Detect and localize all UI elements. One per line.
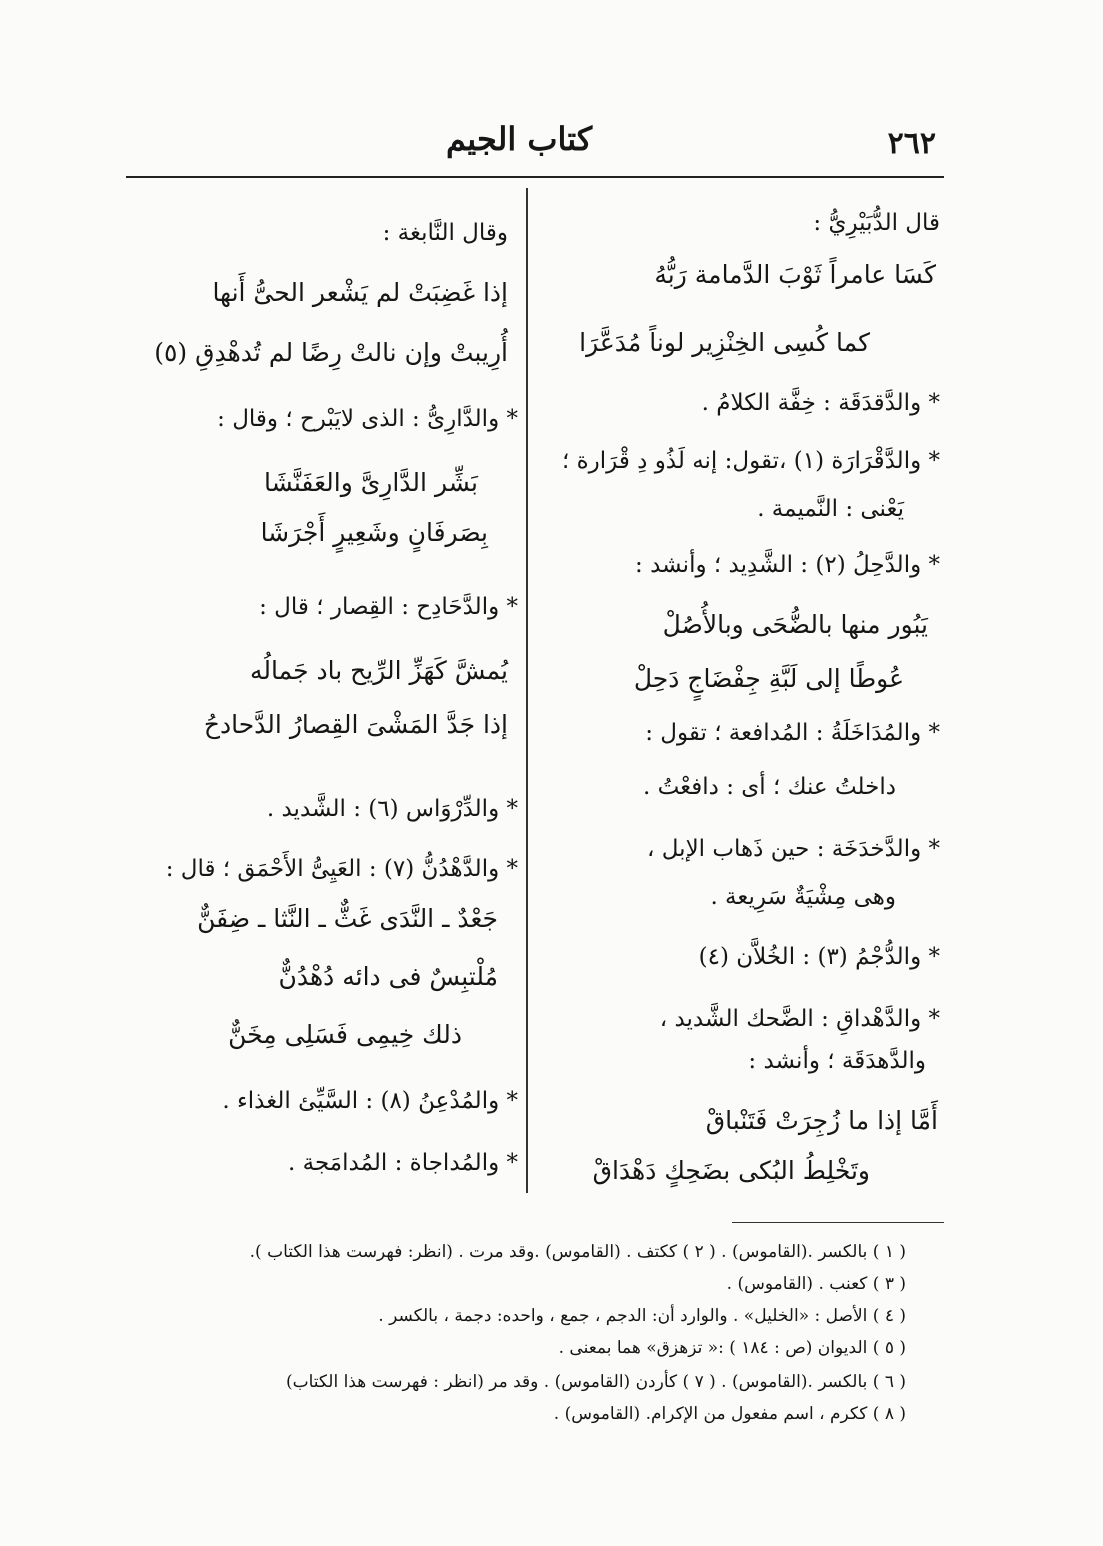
footnote: ( ١ ) بالكسر .(القاموس) . ( ٢ ) ككتف . (القاموس) .وقد مرت . (انظر: فهرست هذا الكتاب ).	[249, 1242, 906, 1262]
verse-line: إذا غَضِبَتْ لم يَشْعر الحىُّ أَنها	[212, 278, 508, 307]
verse-line: إذا جَدَّ المَشْىَ القِصارُ الدَّحادحُ	[203, 710, 508, 739]
entry-line: * والدَّقْرَارَة (١) ،تقول: إنه لَذُو دِ قْرَارة ؛	[561, 448, 940, 474]
text-line: والدَّهدَقَة ؛ وأنشد :	[748, 1048, 926, 1074]
entry-line: * والمُداجاة : المُدامَجة .	[288, 1150, 518, 1176]
verse-line: يُمشَّ كَهَزِّ الرِّيح باد جَمالُه	[250, 656, 508, 685]
footnote: ( ٥ ) الديوان (ص : ١٨٤ ) :« تزهزق» هما بمعنى .	[558, 1338, 906, 1358]
entry-line: * والمُدْعِنُ (٨) : السَّيِّئ الغذاء .	[222, 1088, 518, 1114]
text-line: قال الدُّبَيْرِيُّ :	[813, 210, 940, 236]
entry-line: * والدُّجْمُ (٣) : الخُلاَّن (٤)	[698, 944, 940, 970]
verse-line: أُرِيبتْ وإن نالتْ رِضًا لم تُدهْدِقِ (٥)	[154, 338, 508, 367]
verse-line: يَبُور منها بالضُّحَى وبالأُصُلْ	[662, 610, 928, 639]
page-number: ٢٦٢	[887, 126, 936, 161]
entry-line: * والدَّحَادِح : القِصار ؛ قال :	[259, 594, 518, 620]
book-title: كتاب الجيم	[446, 120, 593, 158]
footnote: ( ٤ ) الأصل : «الخليل» . والوارد أن: الدجم ، جمع ، واحده: دجمة ، بالكسر .	[378, 1306, 906, 1326]
entry-line: * والمُدَاخَلَةُ : المُدافعة ؛ تقول :	[645, 720, 940, 746]
verse-line: كَسَا عامراً ثَوْبَ الدَّمامة رَبُّهُ	[654, 260, 936, 289]
text-line: وهى مِشْيَةٌ سَرِيعة .	[710, 884, 896, 910]
footnote: ( ٣ ) كعنب . (القاموس) .	[726, 1274, 906, 1294]
entry-line: * والدَّقدَقَة : خِفَّة الكلامُ .	[701, 390, 940, 416]
text-line: يَعْنى : النَّميمة .	[757, 496, 904, 522]
footnote-rule	[732, 1222, 944, 1223]
entry-line: * والدَّهْدُنُّ (٧) : العَيِىُّ الأَحْمَق ؛ قال :	[165, 856, 518, 882]
verse-line: أَمَّا إذا ما زُجِرَتْ فَتَنْباقْ	[705, 1106, 938, 1135]
verse-line: جَعْدٌ ـ النَّدَى غَثٌّ ـ النَّثا ـ ضِفَنٌّ	[197, 904, 498, 933]
verse-line: ذلك خِيمِى فَسَلِى مِخَنٌّ	[228, 1020, 462, 1049]
footnote: ( ٨ ) ككرم ، اسم مفعول من الإكرام. (القاموس) .	[553, 1404, 906, 1424]
text-line: داخلتُ عنك ؛ أى : دافعْتُ .	[642, 774, 896, 800]
entry-line: * والدَّارِىُّ : الذى لايَبْرح ؛ وقال :	[217, 406, 518, 432]
verse-line: بَشِّر الدَّارِىَّ والعَفَنَّشَا	[263, 468, 478, 497]
verse-line: وتَخْلِطُ البُكى بضَحِكٍ دَهْدَاقْ	[592, 1156, 870, 1185]
header-rule	[126, 176, 944, 178]
footnote: ( ٦ ) بالكسر .(القاموس) . ( ٧ ) كأردن (القاموس) . وقد مر (انظر : فهرست هذا الكتاب)	[285, 1372, 906, 1392]
verse-line: مُلْتبِسٌ فى دائه دُهْدُنٌّ	[278, 962, 498, 991]
verse-line: عُوطًا إلى لَبَّةِ جِفْضَاجٍ دَحِلْ	[633, 664, 904, 693]
text-line: وقال النَّابغة :	[382, 220, 508, 246]
entry-line: * والدِّرْوَاس (٦) : الشَّديد .	[266, 796, 518, 822]
page-header	[126, 112, 936, 172]
verse-line: كما كُسِى الخِنْزِير لوناً مُدَعَّرَا	[579, 328, 870, 357]
entry-line: * والدَّحِلُ (٢) : الشَّدِيد ؛ وأنشد :	[635, 552, 940, 578]
entry-line: * والدَّخدَخَة : حين ذَهاب الإبل ،	[647, 836, 940, 862]
verse-line: بِصَرفَانٍ وشَعِيرٍ أَجْرَشَا	[260, 518, 488, 547]
column-divider	[526, 188, 528, 1193]
entry-line: * والدَّهْداقِ : الضَّحك الشَّديد ،	[659, 1006, 940, 1032]
